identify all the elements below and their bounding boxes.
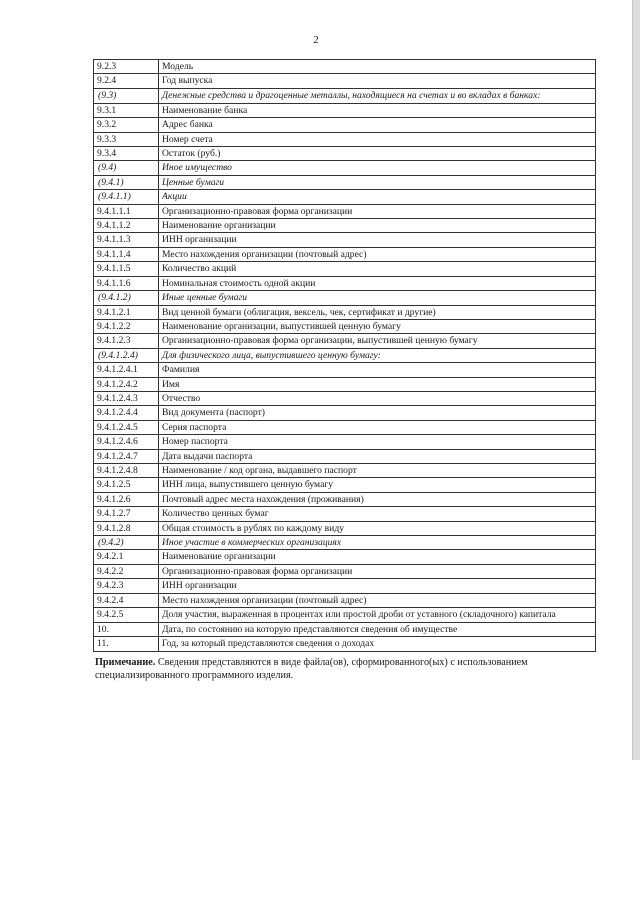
row-description: Доля участия, выраженная в процентах или простой дроби от уставного (складочного) капитала (159, 608, 596, 623)
row-code: 9.4.2.1 (94, 550, 159, 564)
page-number: 2 (313, 34, 319, 46)
row-code: 9.4.2.3 (94, 579, 159, 593)
row-description: Фамилия (159, 363, 596, 377)
row-code: 9.4.1.2.1 (94, 305, 159, 319)
table-row (94, 247, 596, 261)
table-row (94, 536, 596, 550)
row-description: Общая стоимость в рублях по каждому виду (159, 521, 596, 535)
table-row (94, 391, 596, 405)
row-description: Иное имущество (159, 161, 596, 175)
table-row (94, 564, 596, 578)
row-code: 9.4.1.1.2 (94, 219, 159, 233)
row-description: Номер счета (159, 132, 596, 146)
row-code: (9.3) (94, 88, 159, 103)
row-description: Для физического лица, выпустившего ценную бумагу: (159, 348, 596, 362)
row-description: Наименование организации (159, 550, 596, 564)
row-code: 9.4.1.1.6 (94, 276, 159, 290)
data-table (93, 59, 596, 652)
table-row (94, 233, 596, 247)
row-code: 9.3.1 (94, 103, 159, 117)
row-description: Номинальная стоимость одной акции (159, 276, 596, 290)
table-row (94, 190, 596, 204)
row-code: (9.4.1.2) (94, 291, 159, 305)
table-row (94, 132, 596, 146)
table-row (94, 463, 596, 477)
row-code: 9.4.1.2.8 (94, 521, 159, 535)
row-description: Номер паспорта (159, 435, 596, 449)
row-description: Количество акций (159, 262, 596, 276)
table-row (94, 262, 596, 276)
table-row (94, 521, 596, 535)
row-code: 9.4.1.2.4.5 (94, 420, 159, 434)
table-row (94, 88, 596, 103)
table-row (94, 363, 596, 377)
row-code: 9.4.1.2.5 (94, 478, 159, 492)
row-code: 11. (94, 637, 159, 651)
table-row (94, 507, 596, 521)
table-row (94, 147, 596, 161)
table-row (94, 637, 596, 651)
row-description: ИНН организации (159, 233, 596, 247)
row-code: (9.4) (94, 161, 159, 175)
table-row (94, 219, 596, 233)
table-row (94, 161, 596, 175)
table-row (94, 406, 596, 420)
row-description: ИНН лица, выпустившего ценную бумагу (159, 478, 596, 492)
table-row (94, 276, 596, 290)
table-row (94, 348, 596, 362)
row-code: 9.2.3 (94, 60, 159, 74)
row-description: Иное участие в коммерческих организациях (159, 536, 596, 550)
table-row (94, 103, 596, 117)
table-row (94, 305, 596, 319)
row-description: Организационно-правовая форма организации (159, 564, 596, 578)
row-description: Почтовый адрес места нахождения (проживания) (159, 492, 596, 506)
note-text: Сведения представляются в виде файла(ов), сформированного(ых) с использованием специализированного программного изделия. (95, 657, 528, 681)
row-description: Дата, по состоянию на которую представляются сведения об имуществе (159, 623, 596, 637)
row-code: 9.4.2.4 (94, 593, 159, 607)
table-row (94, 175, 596, 189)
row-code: (9.4.2) (94, 536, 159, 550)
row-description: ИНН организации (159, 579, 596, 593)
table-row (94, 377, 596, 391)
row-code: 9.4.1.1.3 (94, 233, 159, 247)
row-code: 9.4.1.2.6 (94, 492, 159, 506)
row-code: (9.4.1.2.4) (94, 348, 159, 362)
row-description: Организационно-правовая форма организации (159, 204, 596, 218)
row-description: Количество ценных бумаг (159, 507, 596, 521)
row-code: 9.3.2 (94, 118, 159, 132)
row-code: 9.3.4 (94, 147, 159, 161)
row-description: Имя (159, 377, 596, 391)
row-code: 9.4.1.2.4.4 (94, 406, 159, 420)
row-description: Организационно-правовая форма организации, выпустившей ценную бумагу (159, 334, 596, 348)
row-description: Наименование организации (159, 219, 596, 233)
row-code: 9.4.1.2.4.7 (94, 449, 159, 463)
row-description: Модель (159, 60, 596, 74)
row-code: 9.4.1.2.2 (94, 319, 159, 333)
table-row (94, 478, 596, 492)
row-code: (9.4.1) (94, 175, 159, 189)
row-description: Остаток (руб.) (159, 147, 596, 161)
table-row (94, 420, 596, 434)
table-row (94, 291, 596, 305)
row-description: Вид ценной бумаги (облигация, вексель, чек, сертификат и другие) (159, 305, 596, 319)
row-description: Иные ценные бумаги (159, 291, 596, 305)
row-description: Наименование банка (159, 103, 596, 117)
table-row (94, 579, 596, 593)
row-code: 9.4.1.2.3 (94, 334, 159, 348)
row-code: 9.4.2.2 (94, 564, 159, 578)
row-description: Адрес банка (159, 118, 596, 132)
table-row (94, 608, 596, 623)
table-row (94, 435, 596, 449)
page-bottom-margin (0, 760, 640, 905)
row-code: (9.4.1.1) (94, 190, 159, 204)
row-description: Дата выдачи паспорта (159, 449, 596, 463)
table-row (94, 74, 596, 88)
row-description: Отчество (159, 391, 596, 405)
row-code: 9.4.1.2.4.8 (94, 463, 159, 477)
row-code: 9.4.2.5 (94, 608, 159, 623)
row-description: Место нахождения организации (почтовый адрес) (159, 593, 596, 607)
row-code: 9.4.1.2.4.6 (94, 435, 159, 449)
table-row (94, 204, 596, 218)
row-description: Вид документа (паспорт) (159, 406, 596, 420)
table-row (94, 449, 596, 463)
row-description: Год выпуска (159, 74, 596, 88)
row-description: Денежные средства и драгоценные металлы, находящиеся на счетах и во вкладах в банках: (159, 88, 596, 103)
table-row (94, 593, 596, 607)
table-row (94, 118, 596, 132)
row-description: Серия паспорта (159, 420, 596, 434)
row-description: Место нахождения организации (почтовый адрес) (159, 247, 596, 261)
row-description: Ценные бумаги (159, 175, 596, 189)
note-label: Примечание. (95, 657, 156, 668)
row-code: 9.4.1.2.4.3 (94, 391, 159, 405)
row-description: Акции (159, 190, 596, 204)
note-paragraph (95, 656, 595, 682)
row-code: 9.4.1.2.4.2 (94, 377, 159, 391)
row-description: Наименование / код органа, выдавшего паспорт (159, 463, 596, 477)
table-row (94, 319, 596, 333)
row-code: 9.2.4 (94, 74, 159, 88)
table-row (94, 334, 596, 348)
table-row (94, 550, 596, 564)
row-code: 9.3.3 (94, 132, 159, 146)
table-row (94, 60, 596, 74)
row-code: 9.4.1.1.1 (94, 204, 159, 218)
table-row (94, 492, 596, 506)
row-description: Год, за который представляются сведения о доходах (159, 637, 596, 651)
row-code: 9.4.1.2.4.1 (94, 363, 159, 377)
row-code: 9.4.1.1.5 (94, 262, 159, 276)
row-code: 9.4.1.1.4 (94, 247, 159, 261)
row-code: 10. (94, 623, 159, 637)
row-code: 9.4.1.2.7 (94, 507, 159, 521)
table-row (94, 623, 596, 637)
row-description: Наименование организации, выпустившей ценную бумагу (159, 319, 596, 333)
